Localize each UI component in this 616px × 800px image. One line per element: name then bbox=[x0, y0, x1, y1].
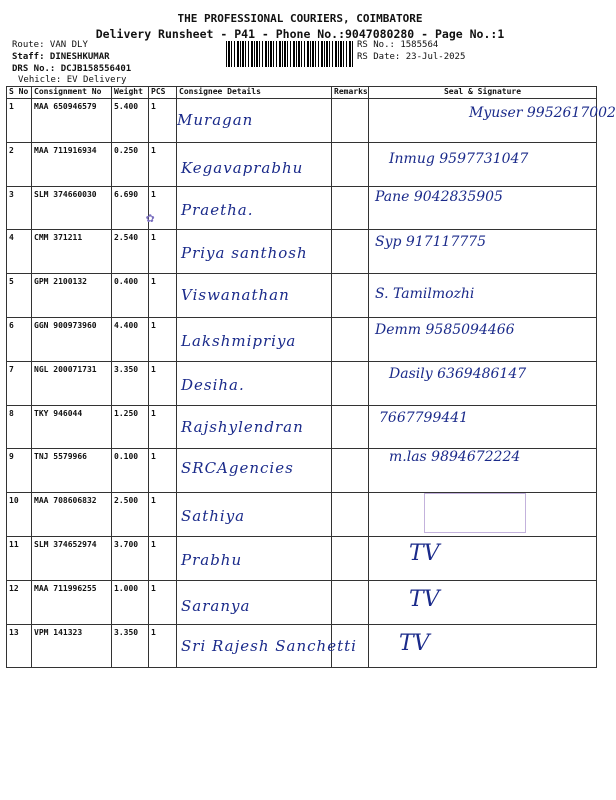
cell-consignment: CMM 371211 bbox=[32, 230, 112, 274]
signature: m.las 9894672224 bbox=[389, 449, 521, 466]
signature: TV bbox=[399, 630, 430, 656]
cell-sno: 8 bbox=[7, 405, 32, 449]
signature: TV bbox=[409, 586, 440, 612]
cell-remarks bbox=[332, 493, 369, 537]
cell-remarks bbox=[332, 142, 369, 186]
cell-sno: 5 bbox=[7, 274, 32, 318]
cell-consignee bbox=[177, 405, 332, 449]
consignee-name: Sri Rajesh Sanchetti bbox=[181, 636, 357, 655]
consignee-name: Praetha. bbox=[181, 200, 254, 219]
cell-weight: 6.690 bbox=[112, 186, 149, 230]
table-row bbox=[7, 624, 597, 668]
signature: Pane 9042835905 bbox=[375, 188, 503, 205]
cell-pcs: 1 bbox=[149, 317, 177, 361]
cell-sno: 13 bbox=[7, 624, 32, 668]
col-consignee: Consignee Details bbox=[177, 87, 332, 99]
cell-consignment: SLM 374652974 bbox=[32, 536, 112, 580]
runsheet-title: Delivery Runsheet - P41 - Phone No.:9047080280 - Page No.:1 bbox=[95, 27, 505, 41]
cell-pcs: 1 bbox=[149, 142, 177, 186]
cell-weight: 2.540 bbox=[112, 230, 149, 274]
cell-weight: 2.500 bbox=[112, 493, 149, 537]
rs-number: RS No.: 1585564 bbox=[357, 40, 439, 50]
drs-number: DRS No.: DCJB158556401 bbox=[12, 64, 132, 74]
consignee-name: Viswanathan bbox=[181, 286, 290, 305]
cell-consignment: GPM 2100132 bbox=[32, 274, 112, 318]
cell-remarks bbox=[332, 624, 369, 668]
staff-label: Staff: DINESHKUMAR bbox=[12, 52, 110, 62]
signature: 7667799441 bbox=[379, 409, 469, 426]
cell-pcs: 1 bbox=[149, 449, 177, 493]
consignee-name: Desiha. bbox=[181, 375, 245, 394]
signature: Inmug 9597731047 bbox=[389, 150, 529, 167]
cell-consignment: TKY 946044 bbox=[32, 405, 112, 449]
cell-signature bbox=[369, 449, 597, 493]
cell-consignee bbox=[177, 99, 332, 143]
cell-remarks bbox=[332, 536, 369, 580]
table-row bbox=[7, 317, 597, 361]
cell-signature bbox=[369, 493, 597, 537]
table-row bbox=[7, 230, 597, 274]
cell-pcs: 1 bbox=[149, 624, 177, 668]
cell-remarks bbox=[332, 186, 369, 230]
cell-remarks bbox=[332, 449, 369, 493]
cell-remarks bbox=[332, 230, 369, 274]
cell-consignee bbox=[177, 274, 332, 318]
consignee-name: Prabhu bbox=[181, 550, 243, 569]
table-row bbox=[7, 99, 597, 143]
col-remarks: Remarks bbox=[332, 87, 369, 99]
table-row bbox=[7, 580, 597, 624]
seal-stamp bbox=[424, 493, 526, 533]
cell-pcs: 1 bbox=[149, 99, 177, 143]
table-row bbox=[7, 405, 597, 449]
consignee-name: Sathiya bbox=[181, 507, 246, 526]
table-header bbox=[7, 87, 597, 99]
table-row bbox=[7, 142, 597, 186]
cell-consignee bbox=[177, 186, 332, 230]
cell-pcs: 1 bbox=[149, 230, 177, 274]
consignee-name: Saranya bbox=[181, 596, 251, 615]
cell-consignment: GGN 900973960 bbox=[32, 317, 112, 361]
signature: Myuser 9952617002 bbox=[469, 105, 616, 121]
vehicle-label: Vehicle: EV Delivery bbox=[18, 75, 127, 85]
cell-signature bbox=[369, 361, 597, 405]
cell-weight: 3.350 bbox=[112, 624, 149, 668]
cell-consignment: NGL 200071731 bbox=[32, 361, 112, 405]
cell-pcs: 1 bbox=[149, 186, 177, 230]
cell-sno: 4 bbox=[7, 230, 32, 274]
cell-consignment: MAA 650946579 bbox=[32, 99, 112, 143]
consignee-name: Rajshylendran bbox=[181, 417, 304, 436]
cell-consignee bbox=[177, 361, 332, 405]
cell-consignment: SLM 374660030 bbox=[32, 186, 112, 230]
cell-remarks bbox=[332, 405, 369, 449]
col-consignment: Consignment No bbox=[32, 87, 112, 99]
table-row bbox=[7, 361, 597, 405]
barcode bbox=[226, 41, 354, 67]
consignee-name: Muragan bbox=[177, 111, 254, 129]
table-row bbox=[7, 274, 597, 318]
cell-signature bbox=[369, 99, 616, 143]
cell-consignee bbox=[177, 493, 332, 537]
cell-remarks bbox=[332, 317, 369, 361]
cell-remarks bbox=[332, 274, 369, 318]
col-signature: Seal & Signature bbox=[369, 87, 597, 99]
table-row bbox=[7, 536, 597, 580]
ink-smudge: ✿ bbox=[146, 210, 155, 226]
cell-consignee bbox=[177, 230, 332, 274]
cell-signature bbox=[369, 317, 597, 361]
cell-consignment: TNJ 5579966 bbox=[32, 449, 112, 493]
cell-consignment: MAA 711996255 bbox=[32, 580, 112, 624]
rs-date: RS Date: 23-Jul-2025 bbox=[357, 52, 466, 62]
cell-signature bbox=[369, 186, 597, 230]
cell-signature bbox=[369, 536, 597, 580]
cell-pcs: 1 bbox=[149, 536, 177, 580]
cell-weight: 0.250 bbox=[112, 142, 149, 186]
cell-signature bbox=[369, 274, 597, 318]
cell-signature bbox=[369, 624, 597, 668]
cell-sno: 10 bbox=[7, 493, 32, 537]
route-label: Route: VAN DLY bbox=[12, 40, 88, 50]
cell-remarks bbox=[332, 99, 369, 143]
cell-sno: 7 bbox=[7, 361, 32, 405]
cell-pcs: 1 bbox=[149, 274, 177, 318]
table-row bbox=[7, 493, 597, 537]
cell-sno: 2 bbox=[7, 142, 32, 186]
cell-signature bbox=[369, 580, 597, 624]
cell-consignee bbox=[177, 580, 332, 624]
cell-signature bbox=[369, 405, 597, 449]
cell-weight: 0.400 bbox=[112, 274, 149, 318]
col-sno: S No bbox=[7, 87, 32, 99]
cell-consignee bbox=[177, 449, 332, 493]
cell-consignment: VPM 141323 bbox=[32, 624, 112, 668]
cell-consignee bbox=[177, 142, 332, 186]
consignee-name: SRCAgencies bbox=[181, 459, 294, 478]
cell-pcs: 1 bbox=[149, 405, 177, 449]
cell-weight: 1.000 bbox=[112, 580, 149, 624]
cell-weight: 3.350 bbox=[112, 361, 149, 405]
cell-weight: 3.700 bbox=[112, 536, 149, 580]
signature: Demm 9585094466 bbox=[375, 321, 515, 338]
consignee-name: Priya santhosh bbox=[181, 244, 308, 263]
table-row bbox=[7, 186, 597, 230]
cell-signature bbox=[369, 142, 597, 186]
cell-remarks bbox=[332, 361, 369, 405]
col-pcs: PCS bbox=[149, 87, 177, 99]
signature: TV bbox=[409, 540, 440, 566]
cell-consignment: MAA 708606832 bbox=[32, 493, 112, 537]
cell-sno: 9 bbox=[7, 449, 32, 493]
cell-weight: 0.100 bbox=[112, 449, 149, 493]
cell-pcs: 1 bbox=[149, 361, 177, 405]
table-row bbox=[7, 449, 597, 493]
cell-remarks bbox=[332, 580, 369, 624]
cell-consignee bbox=[177, 536, 332, 580]
cell-sno: 1 bbox=[7, 99, 32, 143]
cell-pcs: 1 bbox=[149, 580, 177, 624]
signature: Dasily 6369486147 bbox=[389, 365, 527, 382]
company-title: THE PROFESSIONAL COURIERS, COIMBATORE bbox=[177, 12, 423, 25]
cell-weight: 5.400 bbox=[112, 99, 149, 143]
cell-sno: 12 bbox=[7, 580, 32, 624]
cell-pcs: 1 bbox=[149, 493, 177, 537]
consignee-name: Lakshmipriya bbox=[181, 331, 297, 350]
cell-sno: 6 bbox=[7, 317, 32, 361]
cell-sno: 11 bbox=[7, 536, 32, 580]
col-weight: Weight bbox=[112, 87, 149, 99]
cell-consignee bbox=[177, 317, 332, 361]
cell-weight: 4.400 bbox=[112, 317, 149, 361]
cell-consignment: MAA 711916934 bbox=[32, 142, 112, 186]
cell-signature bbox=[369, 230, 597, 274]
cell-weight: 1.250 bbox=[112, 405, 149, 449]
cell-consignee bbox=[177, 624, 357, 668]
signature: S. Tamilmozhi bbox=[375, 286, 475, 303]
cell-sno: 3 bbox=[7, 186, 32, 230]
consignee-name: Kegavaprabhu bbox=[181, 158, 304, 177]
delivery-table bbox=[6, 86, 616, 668]
signature: Syp 917117775 bbox=[375, 234, 487, 251]
